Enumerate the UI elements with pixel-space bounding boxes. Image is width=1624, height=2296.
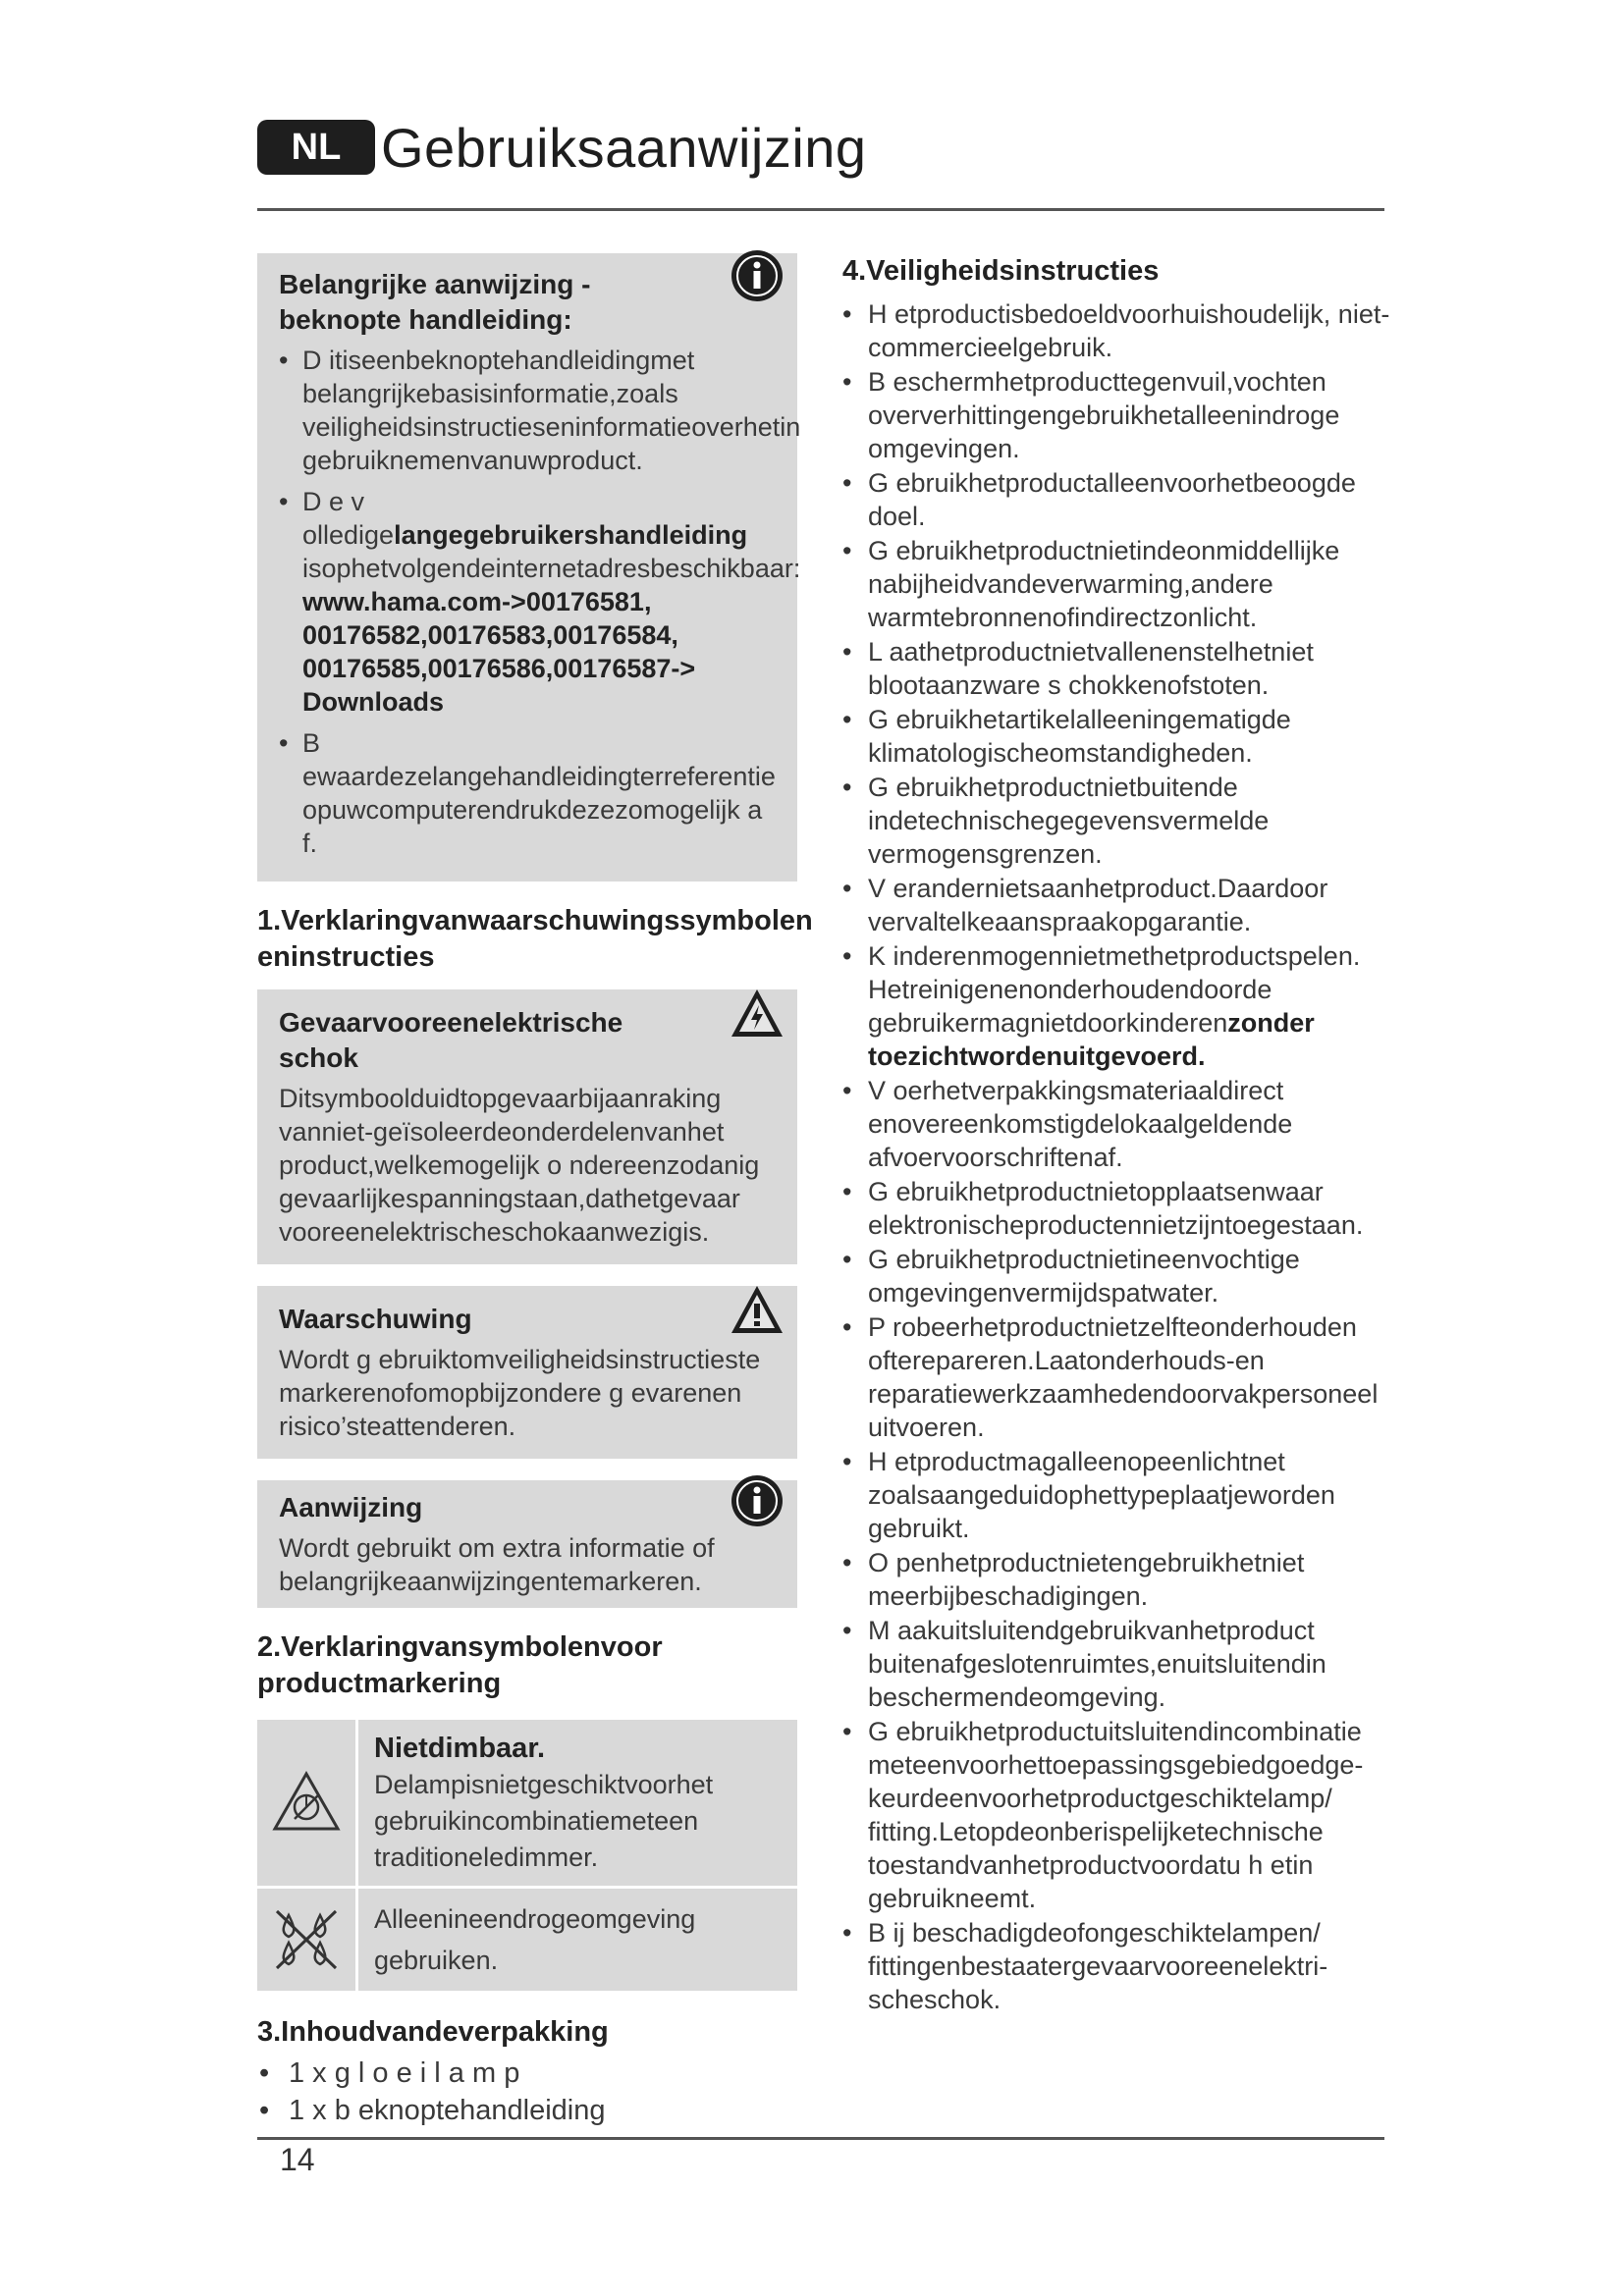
safety-item: • B ij beschadigdeofongeschiktelampen/ fittingenbestaatergevaarvooreenelektri- scheschok. <box>842 1916 1392 2016</box>
dry-location-only-icon <box>269 1905 344 1974</box>
package-item: • 1 x b eknoptehandleiding <box>257 2092 797 2129</box>
not-dimmable-title: Nietdimbaar. <box>374 1733 546 1764</box>
safety-item: • M aakuitsluitendgebruikvanhetproduct buitenafgeslotenruimtes,enuitsluitendin beschermendeomgeving. <box>842 1614 1392 1714</box>
page-number: 14 <box>280 2142 315 2177</box>
safety-instructions-list <box>842 297 1392 2016</box>
document-title: Gebruiksaanwijzing <box>381 116 867 179</box>
safety-item: • G ebruikhetproductalleenvoorhetbeoogde doel. <box>842 466 1392 533</box>
safety-item: • G ebruikhetproductuitsluitendincombinatie meteenvoorhettoepassingsgebiedgoedge- keurdeenvoorhetproductgeschiktelamp/ fitting.Letopdeonberispelijketechnische toestandvanhetproductvoordatu h etin gebruikneemt. <box>842 1715 1392 1915</box>
safety-item: • G ebruikhetproductnietindeonmiddellijke nabijheidvandeverwarming,andere warmtebronnenofindirectzonlicht. <box>842 534 1392 634</box>
left-column <box>257 253 813 2129</box>
safety-item: • O penhetproductnietengebruikhetniet meerbijbeschadigingen. <box>842 1546 1392 1613</box>
info-icon <box>729 1472 785 1529</box>
safety-item: • H etproductmagalleenopeenlichtnet zoalsaangeduidophettypeplaatjeworden gebruikt. <box>842 1445 1392 1545</box>
note-title: Aanwijzing <box>279 1492 423 1522</box>
warning-title: Waarschuwing <box>279 1304 472 1334</box>
not-dimmable-icon <box>269 1766 344 1841</box>
header-divider <box>257 208 1384 211</box>
shock-text: Ditsymboolduidtopgevaarbijaanraking vanniet-geïsoleerdeonderdelenvanhet product,welkemogelijk o ndereenzodanig gevaarlijkespanningstaan,dathetgevaar vooreenelektrischeschokaanwezigis. <box>279 1084 760 1247</box>
right-column <box>842 253 1392 2017</box>
section-3-title: 3.Inhoudvandeverpakking <box>257 2016 609 2048</box>
page-header <box>257 116 867 179</box>
safety-item: • G ebruikhetartikelalleeningematigde klimatologischeomstandigheden. <box>842 703 1392 770</box>
shock-title: Gevaarvooreenelektrische schok <box>279 1007 623 1073</box>
download-link[interactable]: www.hama.com->00176581, 00176582,00176583,00176584, 00176585,00176586,00176587-> Downloads <box>302 587 696 717</box>
safety-item: • G ebruikhetproductnietopplaatsenwaar elektronischeproductennietzijntoegestaan. <box>842 1175 1392 1242</box>
warning-box <box>257 1286 797 1459</box>
notice-bullet-1: • D itiseenbeknoptehandleidingmet belangrijkebasisinformatie,zoals veiligheidsinstructieseninformatieoverhetin gebruiknemenvanuwproduct. <box>279 344 778 477</box>
safety-item: • L aathetproductnietvallenenstelhetniet blootaanzware s chokkenofstoten. <box>842 635 1392 702</box>
symbol-text <box>358 1889 797 1991</box>
symbol-cell <box>257 1889 358 1991</box>
section-1-title: 1.Verklaringvanwaarschuwingssymbolen eninstructies <box>257 905 813 973</box>
product-symbols-table <box>257 1720 797 1991</box>
safety-item: • H etproductisbedoeldvoorhuishoudelijk, niet-commercieelgebruik. <box>842 297 1392 364</box>
section-2-title: 2.Verklaringvansymbolenvoor productmarkering <box>257 1631 663 1699</box>
package-item: • 1 x g l o e i l a m p <box>257 2055 797 2092</box>
info-icon <box>729 247 785 304</box>
safety-item: • G ebruikhetproductnietbuitende indetechnischegegevensvermelde vermogensgrenzen. <box>842 771 1392 871</box>
symbol-row-dry-environment <box>257 1889 797 1991</box>
notice-box <box>257 253 801 881</box>
safety-item: • V oerhetverpakkingsmateriaaldirect enovereenkomstigdelokaalgeldende afvoervoorschriftenaf. <box>842 1074 1392 1174</box>
symbol-row-not-dimmable <box>257 1720 797 1889</box>
safety-item: • G ebruikhetproductnietineenvochtige omgevingenvermijdspatwater. <box>842 1243 1392 1309</box>
package-contents-list <box>257 2055 797 2129</box>
notice-bullet-3: • B ewaardezelangehandleidingterreferentie opuwcomputerendrukdezezomogelijk a f. <box>279 726 778 860</box>
note-text: Wordt gebruikt om extra informatie of belangrijkeaanwijzingentemarkeren. <box>279 1533 715 1596</box>
symbol-text <box>358 1720 797 1886</box>
footer-divider <box>257 2137 1384 2140</box>
notice-list <box>279 344 801 860</box>
dry-location-text: Alleenineendrogeomgeving gebruiken. <box>374 1904 696 1975</box>
section-4-title: 4.Veiligheidsinstructies <box>842 255 1160 287</box>
electric-shock-warning-icon <box>729 986 785 1042</box>
safety-item: • V erandernietsaanhetproduct.Daardoor vervaltelkeaanspraakopgarantie. <box>842 872 1392 938</box>
shock-box <box>257 989 797 1264</box>
notice-title: Belangrijke aanwijzing - beknopte handleiding: <box>279 269 591 335</box>
safety-item-children: • K inderenmogennietmethetproductspelen. Hetreinigenenonderhoudendoorde gebruikermagnietdoorkinderenzonder toezichtwordenuitgevoerd. <box>842 939 1392 1073</box>
warning-icon <box>729 1282 785 1339</box>
note-box <box>257 1480 797 1608</box>
language-badge: NL <box>257 120 375 175</box>
symbol-cell <box>257 1720 358 1886</box>
safety-item: • B eschermhetproducttegenvuil,vochten oververhittingengebruikhetalleenindroge omgevingen. <box>842 365 1392 465</box>
not-dimmable-text: Delampisnietgeschiktvoorhet gebruikincombinatiemeteen traditioneledimmer. <box>374 1770 714 1872</box>
warning-text: Wordt g ebruiktomveiligheidsinstructieste markerenofomopbijzondere g evarenen risico’steattenderen. <box>279 1345 761 1441</box>
notice-bullet-2: • D e v olledigelangegebruikershandleiding isophetvolgendeinternetadresbeschikbaar: www.hama.com->00176581, 00176582,00176583,00176584, 00176585,00176586,00176587-> Downloads <box>279 485 778 719</box>
safety-item: • P robeerhetproductnietzelfteonderhouden ofterepareren.Laatonderhouds-en reparatiewerkzaamhedendoorvakpersoneel uitvoeren. <box>842 1310 1392 1444</box>
